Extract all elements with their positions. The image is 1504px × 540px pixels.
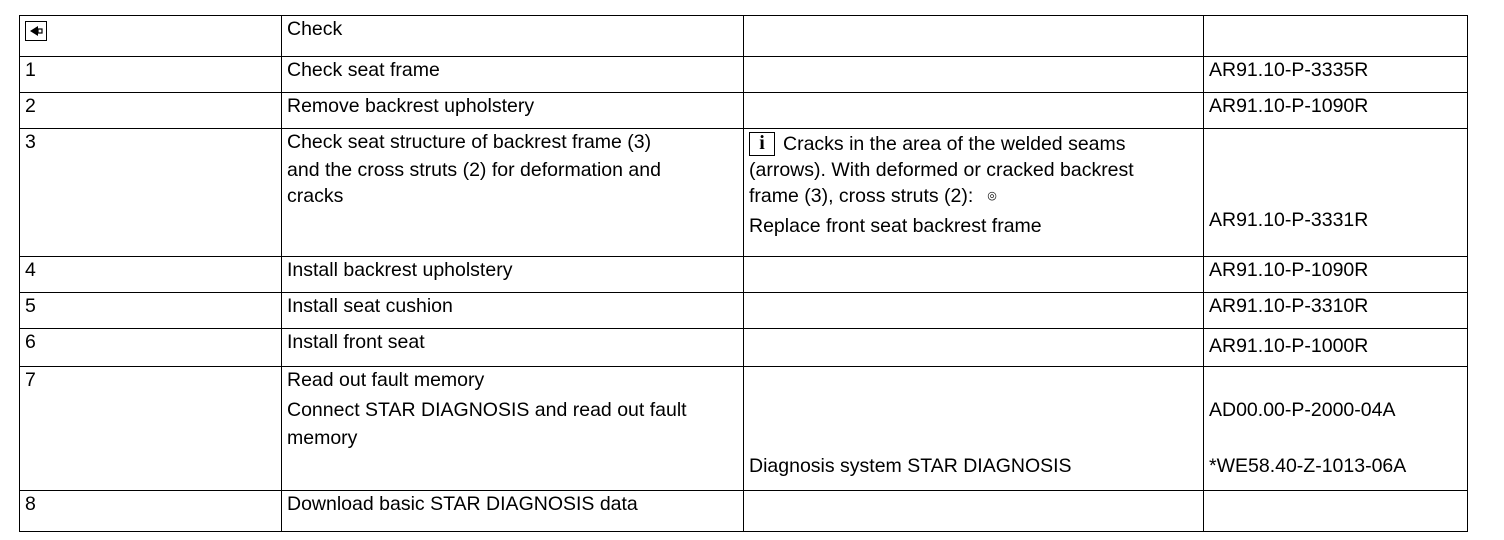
step-action: [282, 367, 744, 491]
step-number: 6: [20, 329, 282, 367]
step-reference-link[interactable]: [1204, 491, 1468, 532]
step-action-title: Read out fault memory: [287, 369, 485, 391]
table-row: [20, 257, 1468, 293]
step-action: Install seat cushion: [282, 293, 744, 329]
table-row: [20, 57, 1468, 93]
table-row: [20, 491, 1468, 532]
header-note-cell: [744, 16, 1204, 57]
table-row: [20, 93, 1468, 129]
step-action: Download basic STAR DIAGNOSIS data: [282, 491, 744, 532]
step-action: [282, 129, 744, 257]
step-reference-link[interactable]: AR91.10-P-3335R: [1204, 57, 1468, 93]
step-reference-link[interactable]: *WE58.40-Z-1013-06A: [1209, 455, 1407, 477]
step-note-line: (arrows). With deformed or cracked backrest: [749, 159, 1134, 181]
table-header-row: [20, 16, 1468, 57]
step-note-line: [749, 131, 1203, 157]
step-number: 5: [20, 293, 282, 329]
table-row: [20, 329, 1468, 367]
step-note-action: Replace front seat backrest frame: [749, 215, 1042, 237]
info-icon[interactable]: i: [749, 132, 775, 156]
step-action: Install backrest upholstery: [282, 257, 744, 293]
table-row: [20, 293, 1468, 329]
step-number: 1: [20, 57, 282, 93]
step-reference-cell: [1204, 129, 1468, 257]
step-number: 8: [20, 491, 282, 532]
step-reference-link[interactable]: AD00.00-P-2000-04A: [1209, 399, 1396, 421]
step-action: Check seat frame: [282, 57, 744, 93]
step-number: 3: [20, 129, 282, 257]
circle-symbol-icon: ◎: [987, 190, 997, 203]
step-action: Remove backrest upholstery: [282, 93, 744, 129]
step-note: [744, 93, 1204, 129]
step-note: [744, 257, 1204, 293]
step-note: [744, 57, 1204, 93]
step-reference-text: AR91.10-P-1000R: [1209, 335, 1369, 357]
step-note: [744, 491, 1204, 532]
step-reference-link[interactable]: AR91.10-P-1090R: [1204, 93, 1468, 129]
step-note-text: frame (3), cross struts (2):: [749, 185, 974, 207]
step-note-line: [749, 183, 1203, 209]
step-reference-link[interactable]: AR91.10-P-3310R: [1204, 293, 1468, 329]
step-action-line: cracks: [287, 185, 344, 207]
step-note: [744, 129, 1204, 257]
header-ref-cell: [1204, 16, 1468, 57]
step-action-line: Connect STAR DIAGNOSIS and read out fault: [287, 399, 687, 421]
step-reference-cell: [1204, 367, 1468, 491]
step-reference-link[interactable]: AR91.10-P-1090R: [1204, 257, 1468, 293]
step-note: [744, 329, 1204, 367]
header-title: Check: [282, 16, 744, 57]
header-icon-cell: [20, 16, 282, 57]
procedure-table: [19, 15, 1468, 532]
back-arrow-icon[interactable]: [25, 21, 47, 41]
step-action-line: and the cross struts (2) for deformation and: [287, 159, 661, 181]
step-note-text: Diagnosis system STAR DIAGNOSIS: [749, 455, 1072, 477]
step-number: 2: [20, 93, 282, 129]
step-action-line: Check seat structure of backrest frame (3): [287, 131, 652, 153]
step-number: 4: [20, 257, 282, 293]
step-reference-link[interactable]: [1204, 329, 1468, 367]
step-note-text: Cracks in the area of the welded seams: [783, 133, 1126, 155]
step-number: 7: [20, 367, 282, 491]
table-row: [20, 367, 1468, 491]
step-reference-link[interactable]: AR91.10-P-3331R: [1209, 209, 1369, 231]
step-action: Install front seat: [282, 329, 744, 367]
step-note: [744, 367, 1204, 491]
step-action-line: memory: [287, 427, 358, 449]
table-row: [20, 129, 1468, 257]
step-note: [744, 293, 1204, 329]
